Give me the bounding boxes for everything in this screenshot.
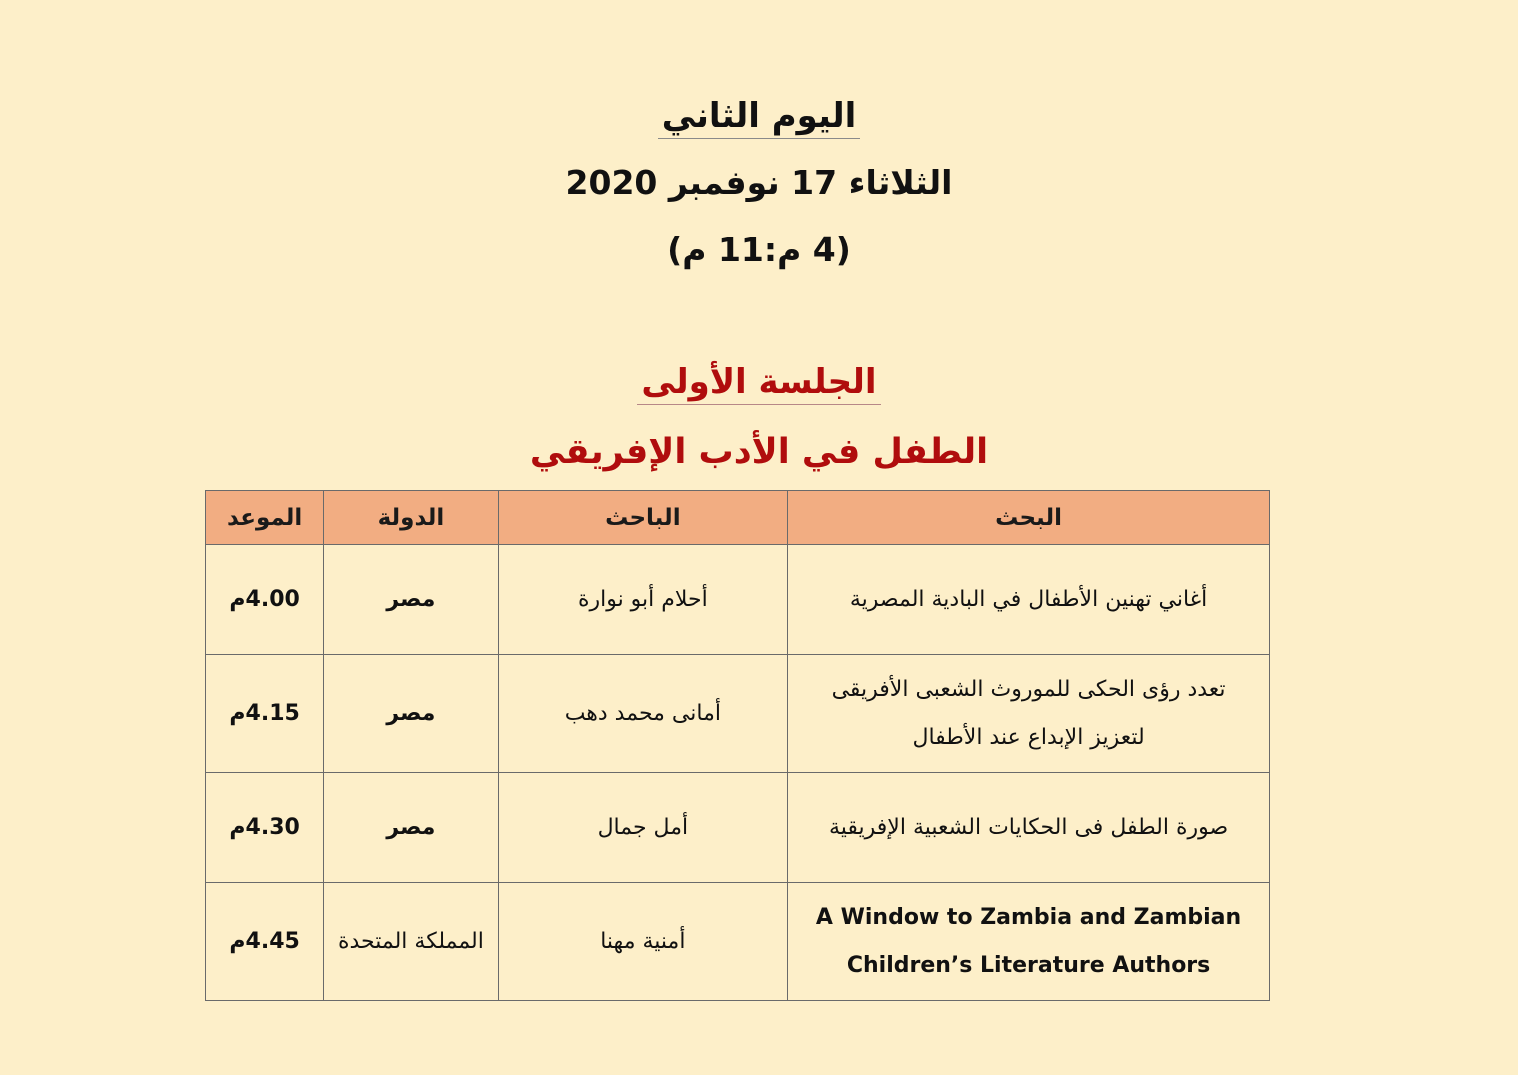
country-cell: مصر: [324, 655, 498, 773]
session-topic: الطفل في الأدب الإفريقي: [529, 432, 989, 472]
table-row: [206, 655, 1270, 773]
date-line: الثلاثاء 17 نوفمبر 2020: [565, 163, 953, 202]
research-title-line: Children’s Literature Authors: [846, 952, 1211, 978]
time-cell: 4.15م: [206, 655, 324, 773]
researcher-cell: أحلام أبو نوارة: [498, 545, 788, 655]
country-cell: مصر: [324, 545, 498, 655]
schedule-table: [205, 490, 1270, 1001]
time-range: (4 م:11 م): [667, 230, 851, 269]
research-cell: [788, 545, 1270, 655]
header-time: الموعد: [206, 491, 324, 545]
researcher-cell: أمل جمال: [498, 773, 788, 883]
header-country: الدولة: [324, 491, 498, 545]
session-title-text: الجلسة الأولى: [637, 362, 880, 405]
time-cell: 4.00م: [206, 545, 324, 655]
research-title-line: تعدد رؤى الحكى للموروث الشعبى الأفريقى: [831, 676, 1226, 702]
table-row: [206, 773, 1270, 883]
header-research: البحث: [788, 491, 1270, 545]
research-cell: [788, 655, 1270, 773]
research-cell: [788, 883, 1270, 1001]
header-researcher: الباحث: [498, 491, 788, 545]
country-cell: المملكة المتحدة: [324, 883, 498, 1001]
day-title: [0, 96, 1518, 139]
day-title-text: اليوم الثاني: [658, 96, 861, 139]
table-row: [206, 883, 1270, 1001]
session-title: [0, 362, 1518, 405]
research-cell: [788, 773, 1270, 883]
research-title-line: أغاني تهنين الأطفال في البادية المصرية: [849, 586, 1208, 612]
research-title-line: صورة الطفل فى الحكايات الشعبية الإفريقية: [828, 814, 1229, 840]
country-cell: مصر: [324, 773, 498, 883]
researcher-cell: أمانى محمد دهب: [498, 655, 788, 773]
time-cell: 4.30م: [206, 773, 324, 883]
research-title-line: لتعزيز الإبداع عند الأطفال: [912, 724, 1145, 750]
table-row: [206, 545, 1270, 655]
time-cell: 4.45م: [206, 883, 324, 1001]
table-header-row: [206, 491, 1270, 545]
researcher-cell: أمنية مهنا: [498, 883, 788, 1001]
research-title-line: A Window to Zambia and Zambian: [815, 904, 1242, 930]
